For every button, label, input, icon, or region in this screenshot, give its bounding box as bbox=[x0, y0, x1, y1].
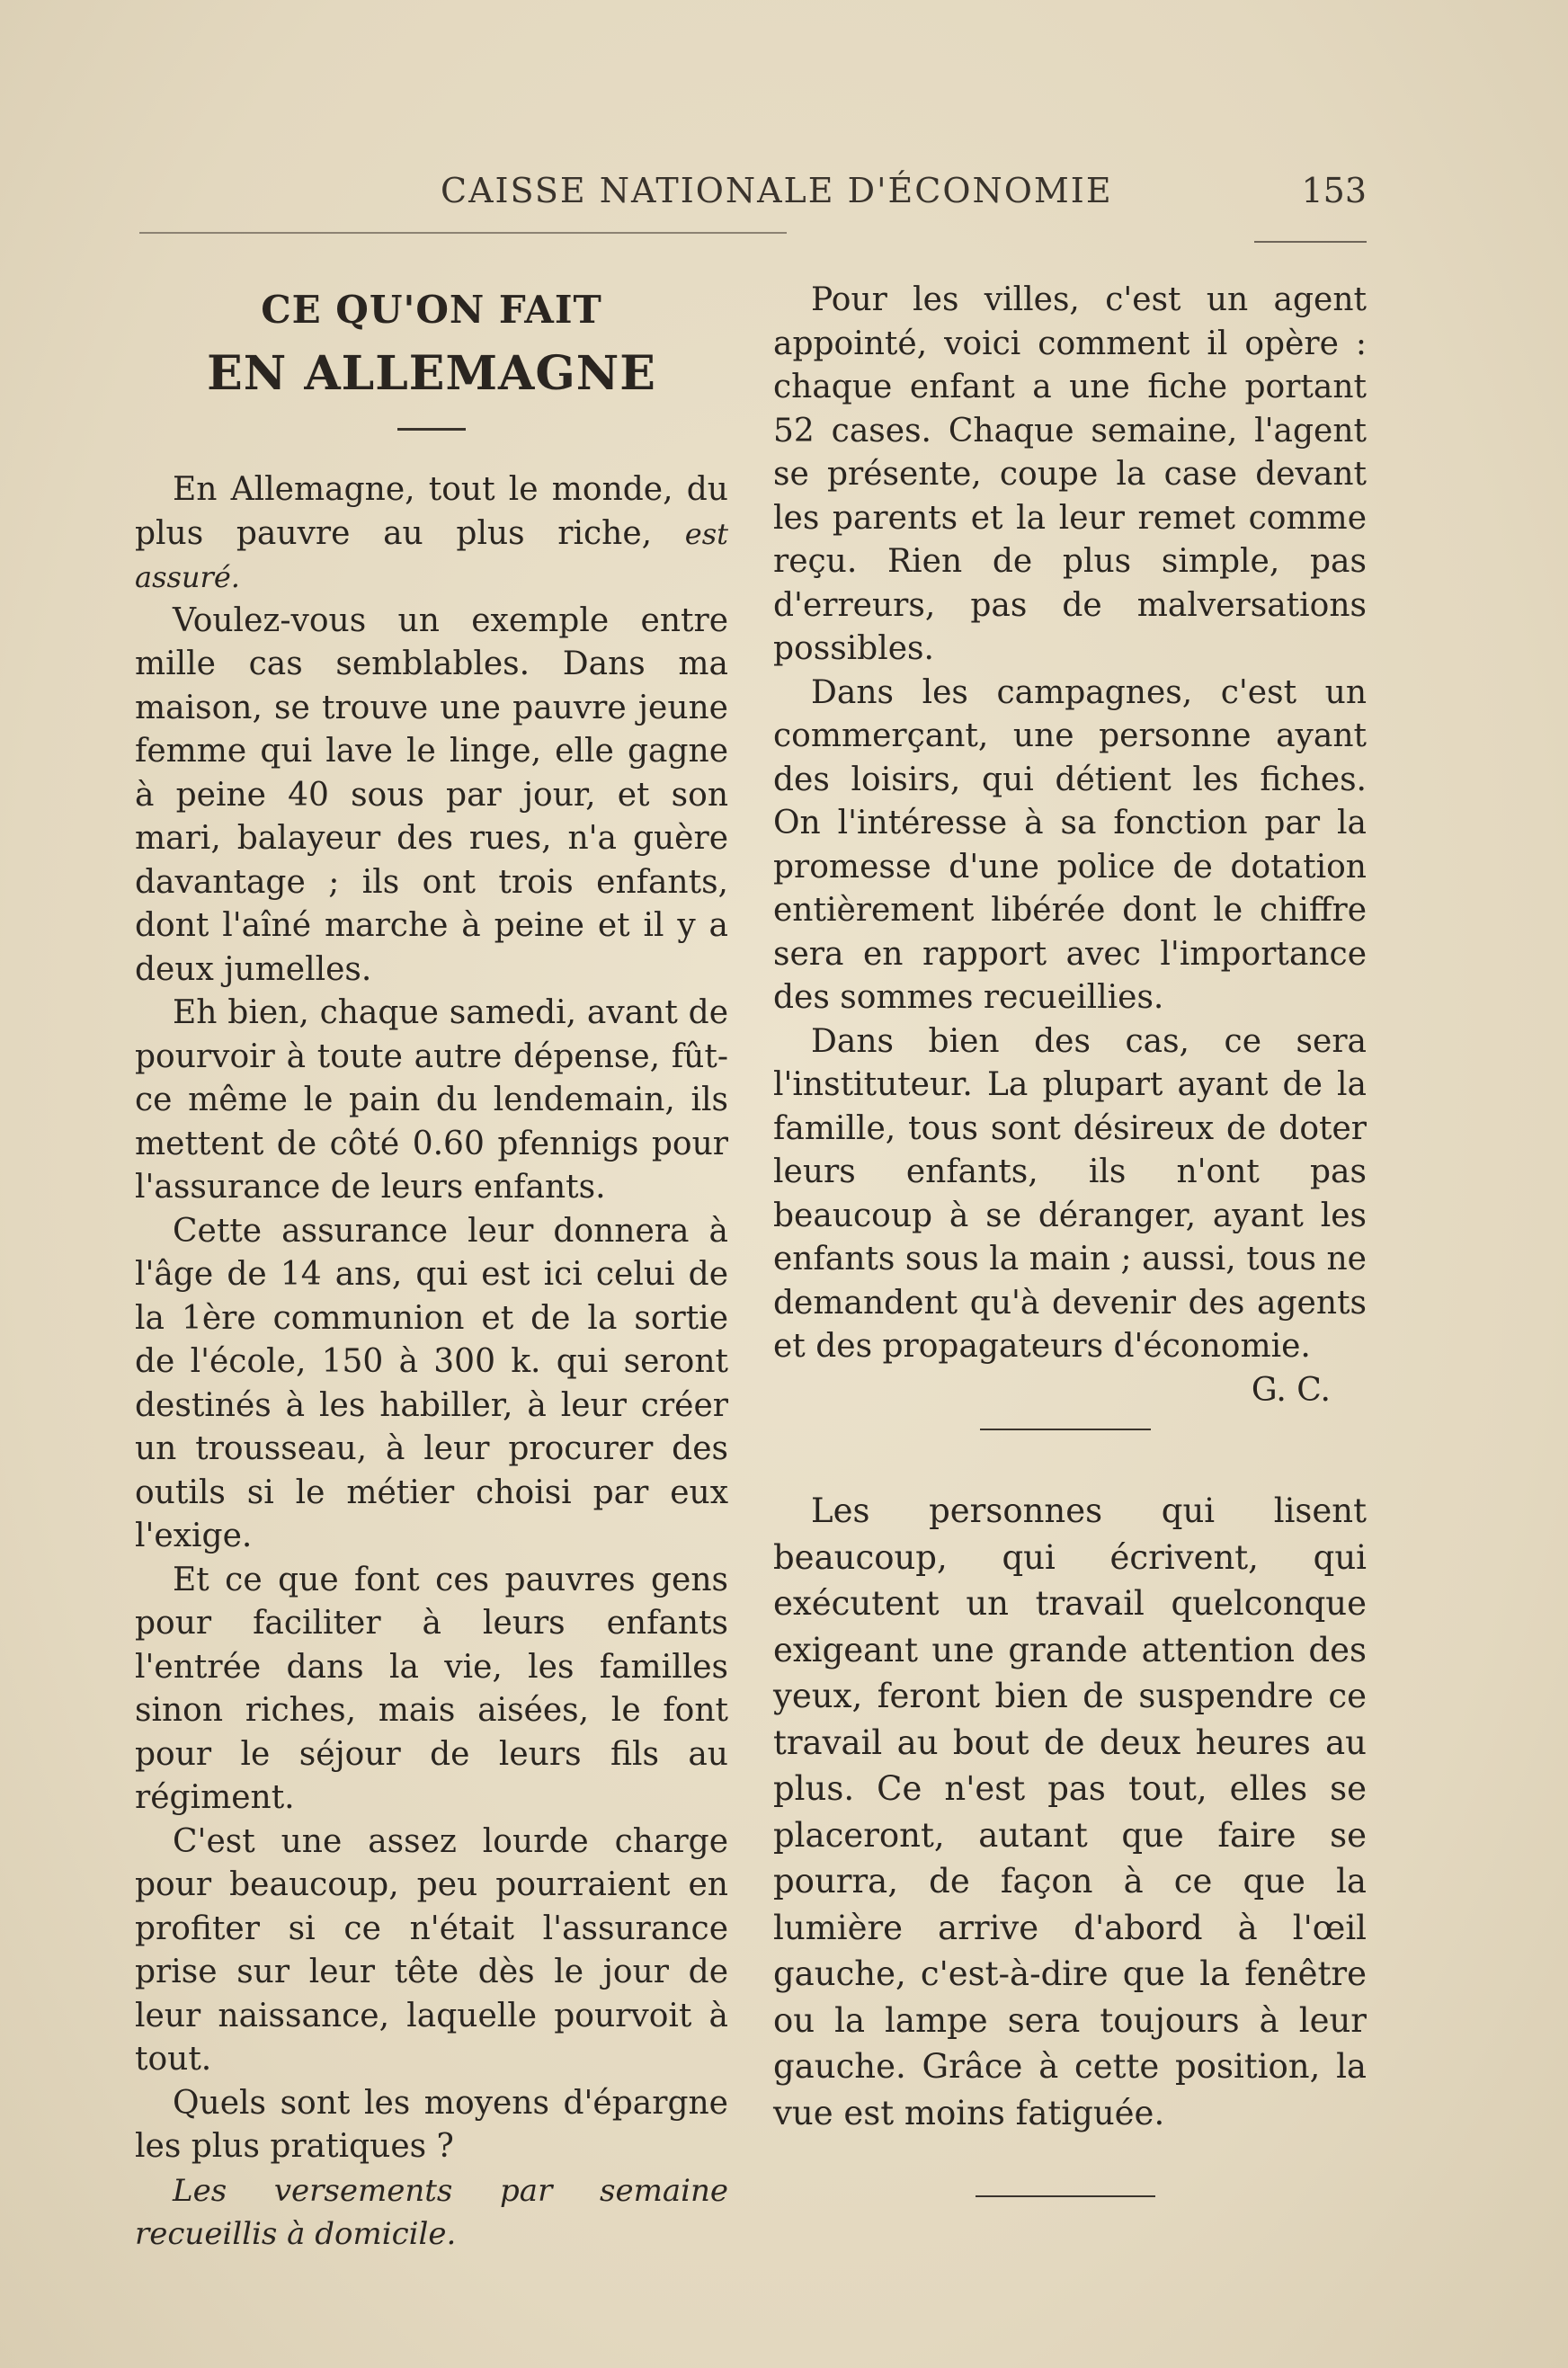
paragraph: Eh bien, chaque samedi, avant de pourvoir à toute autre dépense, fût-ce même le pain du lendemain, ils mettent de côté 0.60 pfennigs pour l'assurance de leurs enfants. bbox=[135, 994, 728, 1206]
paragraph: C'est une assez lourde charge pour beaucoup, peu pourraient en profiter si ce n'était l'assurance prise sur leur tête dès le jour de leur naissance, laquelle pourvoit à tout. bbox=[135, 1822, 728, 2078]
right-column bbox=[773, 279, 1367, 2197]
page-number: 153 bbox=[1301, 171, 1367, 210]
running-title: CAISSE NATIONALE D'ÉCONOMIE bbox=[441, 171, 1113, 210]
article-title: EN ALLEMAGNE bbox=[207, 346, 656, 401]
author-signature: G. C. bbox=[1251, 1371, 1331, 1409]
paragraph: Quels sont les moyens d'épargne les plus pratiques ? bbox=[135, 2084, 728, 2165]
paragraph: Et ce que font ces pauvres gens pour faciliter à leurs enfants l'entrée dans la vie, les familles sinon riches, mais aisées, le font pour le séjour de leurs fils au régiment. bbox=[135, 1561, 728, 1816]
paragraph: Pour les villes, c'est un agent appointé, voici comment il opère : chaque enfant a une fiche portant 52 cases. Chaque semaine, l'agent se présente, coupe la case devant les parents et la leur remet comme reçu. Rien de plus simple, pas d'erreurs, pas de malversations possibles. bbox=[773, 281, 1367, 667]
italic-paragraph: Les versements par semaine recueillis à domicile. bbox=[135, 2172, 728, 2252]
header-rule-left bbox=[139, 232, 787, 234]
end-rule bbox=[976, 2195, 1155, 2197]
title-rule bbox=[397, 428, 466, 431]
paragraph: Dans les campagnes, c'est un commerçant, une personne ayant des loisirs, qui détient les fiches. On l'intéresse à sa fonction par la promesse d'une police de dotation entièrement libérée dont le chiffre sera en rapport avec l'importance des sommes recueillies. bbox=[773, 673, 1367, 1016]
header-rule-right bbox=[1254, 241, 1367, 243]
paragraph: Cette assurance leur donnera à l'âge de 14 ans, qui est ici celui de la 1ère communion et de la sortie de l'école, 150 à 300 k. qui seront destinés à les habiller, à leur créer un trousseau, à leur procurer des outils si le métier choisi par eux l'exige. bbox=[135, 1212, 728, 1554]
paragraph-text: En Allemagne, tout le monde, du plus pauvre au plus riche, bbox=[135, 471, 728, 552]
emphasis-text: est assuré. bbox=[135, 516, 728, 594]
left-column bbox=[135, 279, 728, 2257]
paragraph: Les personnes qui lisent beaucoup, qui écrivent, qui exécutent un travail quelconque exigeant une grande attention des yeux, feront bien de suspendre ce travail au bout de deux heures au plus. Ce n'est pas tout, elles se placeront, autant que faire se pourra, de façon à ce que la lumière arrive d'abord à l'œil gauche, c'est-à-dire que la fenêtre ou la lampe sera toujours à leur gauche. Grâce à cette position, la vue est moins fatiguée. bbox=[773, 1491, 1367, 2132]
page-header bbox=[135, 171, 1367, 216]
article-kicker: CE QU'ON FAIT bbox=[261, 288, 602, 332]
paragraph: Voulez-vous un exemple entre mille cas semblables. Dans ma maison, se trouve une pauvre jeune femme qui lave le linge, elle gagne à peine 40 sous par jour, et son mari, balayeur des rues, n'a guère davantage ; ils ont trois enfants, dont l'aîné marche à peine et il y a deux jumelles. bbox=[135, 601, 728, 988]
paragraph bbox=[135, 468, 728, 600]
section-divider bbox=[980, 1429, 1151, 1430]
paragraph: Dans bien des cas, ce sera l'instituteur. La plupart ayant de la famille, tous sont désireux de doter leurs enfants, ils n'ont pas beaucoup à se déranger, ayant les enfants sous la main ; aussi, tous ne demandent qu'à devenir des agents et des propagateurs d'économie. bbox=[773, 1022, 1367, 1365]
